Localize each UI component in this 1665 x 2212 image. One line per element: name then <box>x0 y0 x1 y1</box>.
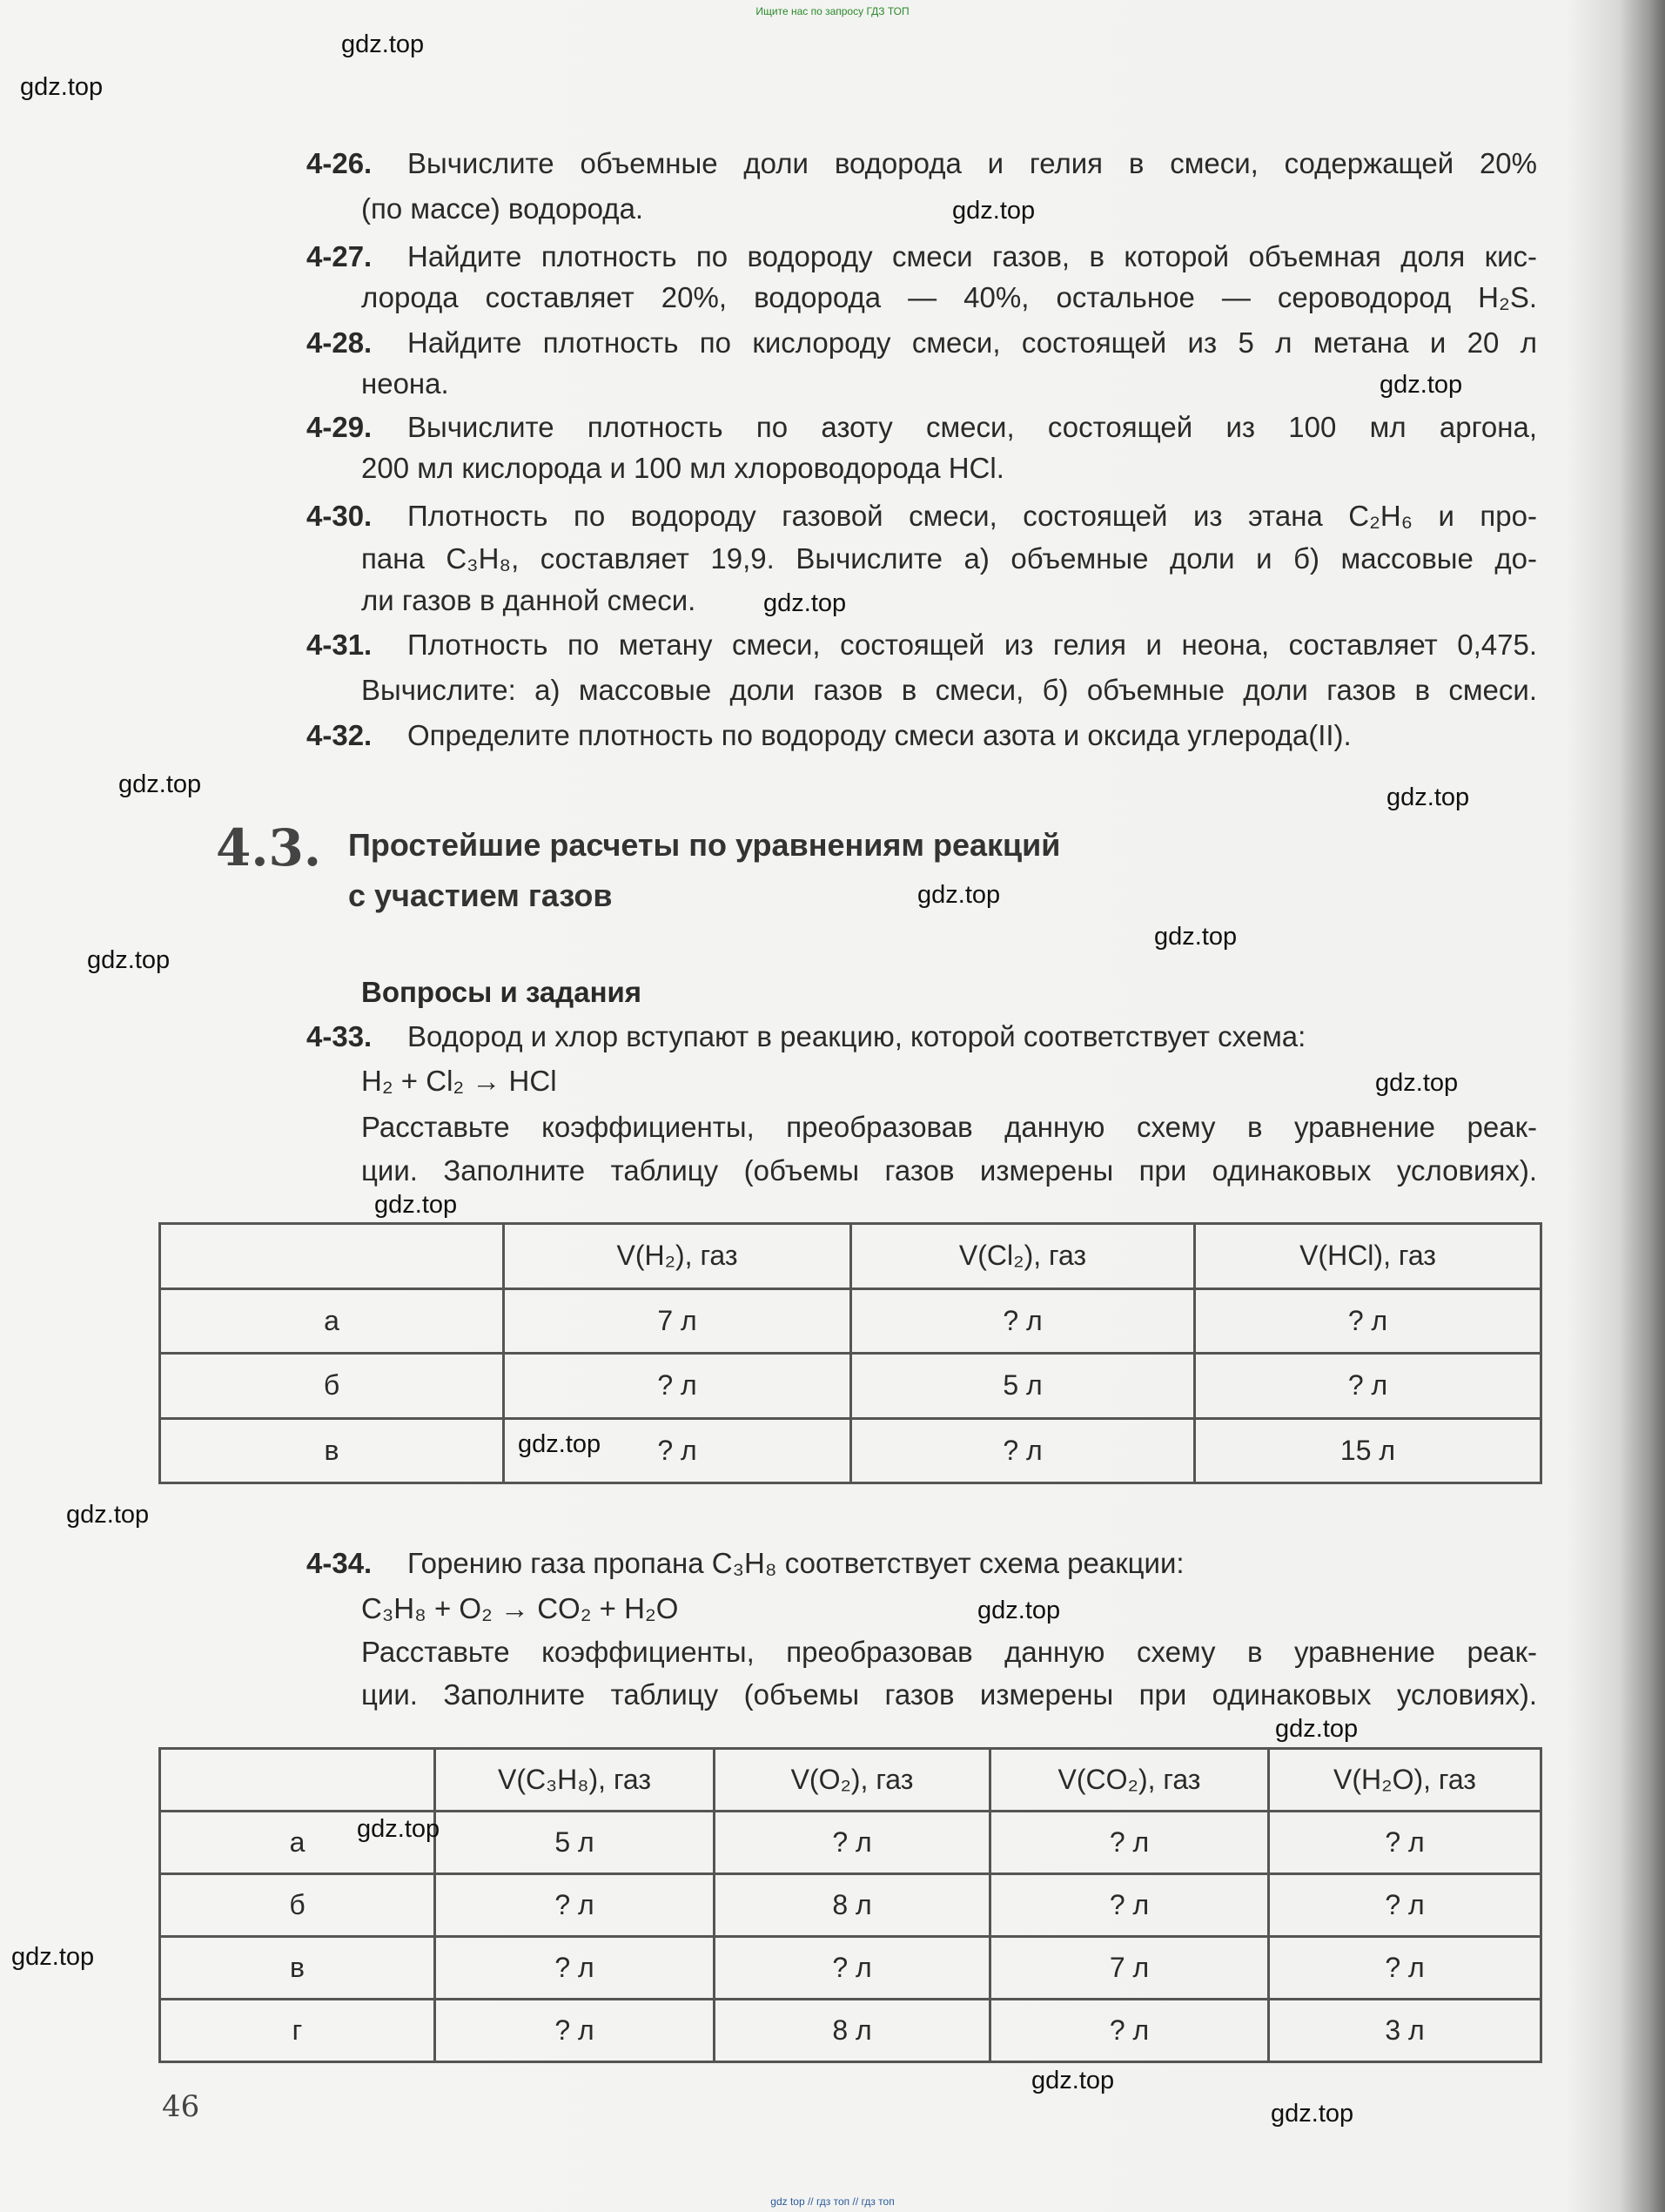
row-label: б <box>160 1354 504 1419</box>
table-cell: 7 л <box>990 1937 1269 2000</box>
watermark: gdz.top <box>1380 371 1463 399</box>
table-row <box>160 1418 1541 1483</box>
problem-number: 4-32. <box>306 719 373 751</box>
watermark: gdz.top <box>1386 783 1470 811</box>
watermark: gdz.top <box>20 73 104 101</box>
header-cell: V(HCl), газ <box>1195 1224 1541 1289</box>
problem-text: ции. Заполните таблицу (объемы газов измерены при одинаковых условиях). <box>361 1154 1537 1187</box>
header-cell <box>160 1749 435 1812</box>
section-number: 4.3. <box>216 818 322 877</box>
watermark: gdz.top <box>952 197 1036 225</box>
header-cell: V(C₃H₈), газ <box>435 1749 715 1812</box>
row-label: в <box>160 1418 504 1483</box>
table-cell: ? л <box>990 1874 1269 1937</box>
watermark: gdz.top <box>374 1191 458 1219</box>
problem-text: Вычислите плотность по азоту смеси, состоящей из 100 мл аргона, <box>407 411 1537 443</box>
problem-text: пана C₃H₈, составляет 19,9. Вычислите а) объемные доли и б) массовые до- <box>361 542 1537 575</box>
header-cell: V(H₂O), газ <box>1269 1749 1541 1812</box>
problem-text: Водород и хлор вступают в реакцию, которой соответствует схема: <box>407 1020 1306 1052</box>
row-label: а <box>160 1288 504 1354</box>
problem-text: Плотность по метану смеси, состоящей из гелия и неона, составляет 0,475. <box>407 629 1537 661</box>
problem-number: 4-31. <box>306 629 373 661</box>
table-cell: ? л <box>504 1418 851 1483</box>
table-cell: ? л <box>990 1812 1269 1874</box>
table-row <box>160 1288 1541 1354</box>
problem-text: лорода составляет 20%, водорода — 40%, остальное — сероводород H₂S. <box>361 281 1537 313</box>
watermark: gdz.top <box>1275 1715 1359 1743</box>
problem-text: неона. <box>361 367 449 400</box>
watermark: gdz.top <box>87 946 171 974</box>
page-number: 46 <box>162 2089 200 2124</box>
reaction-scheme: H₂ + Cl₂ → HCl <box>361 1065 557 1097</box>
table-cell: ? л <box>435 1937 715 2000</box>
problem-number: 4-28. <box>306 326 373 359</box>
header-cell <box>160 1224 504 1289</box>
table-cell: 3 л <box>1269 2000 1541 2062</box>
watermark: gdz.top <box>341 30 425 58</box>
table-cell: ? л <box>851 1288 1195 1354</box>
header-cell: V(CO₂), газ <box>990 1749 1269 1812</box>
problem-text: (по массе) водорода. <box>361 192 644 225</box>
table-cell: 7 л <box>504 1288 851 1354</box>
problem-text: Определите плотность по водороду смеси азота и оксида углерода(II). <box>407 719 1352 751</box>
problem-text: Найдите плотность по водороду смеси газов, в которой объемная доля кис- <box>407 240 1537 272</box>
section-title: Простейшие расчеты по уравнениям реакций <box>348 827 1061 863</box>
table-cell: 15 л <box>1195 1418 1541 1483</box>
row-label: а <box>160 1812 435 1874</box>
table-cell: 5 л <box>851 1354 1195 1419</box>
subheading: Вопросы и задания <box>361 976 642 1008</box>
watermark: gdz.top <box>66 1501 150 1529</box>
table-cell: ? л <box>715 1812 990 1874</box>
problem-number: 4-33. <box>306 1020 373 1052</box>
problem-text: Вычислите: а) массовые доли газов в смеси, б) объемные доли газов в смеси. <box>361 674 1537 706</box>
bottom-banner[interactable]: gdz top // гдз топ // гдз топ <box>770 2195 895 2208</box>
table-cell: ? л <box>1195 1288 1541 1354</box>
table-row <box>160 1354 1541 1419</box>
table-4-33 <box>158 1222 1542 1484</box>
problem-text: Плотность по водороду газовой смеси, состоящей из этана C₂H₆ и про- <box>407 500 1537 532</box>
table-cell: 8 л <box>715 2000 990 2062</box>
table-cell: ? л <box>435 2000 715 2062</box>
problem-text: Найдите плотность по кислороду смеси, состоящей из 5 л метана и 20 л <box>407 326 1537 359</box>
watermark: gdz.top <box>917 881 1001 909</box>
table-header-row <box>160 1224 1541 1289</box>
header-cell: V(H₂), газ <box>504 1224 851 1289</box>
watermark: gdz.top <box>763 589 847 617</box>
problem-text: 200 мл кислорода и 100 мл хлороводорода HCl. <box>361 452 1004 484</box>
problem-text: Расставьте коэффициенты, преобразовав данную схему в уравнение реак- <box>361 1111 1537 1143</box>
table-cell: 5 л <box>435 1812 715 1874</box>
watermark: gdz.top <box>357 1815 440 1843</box>
problem-number: 4-34. <box>306 1547 373 1579</box>
table-cell: ? л <box>1269 1812 1541 1874</box>
watermark: gdz.top <box>1271 2100 1354 2128</box>
table-cell: ? л <box>715 1937 990 2000</box>
watermark: gdz.top <box>1154 923 1238 951</box>
problem-text: Вычислите объемные доли водорода и гелия в смеси, содержащей 20% <box>407 147 1537 179</box>
table-cell: ? л <box>1269 1874 1541 1937</box>
table-cell: ? л <box>1269 1937 1541 2000</box>
watermark: gdz.top <box>11 1943 95 1971</box>
row-label: в <box>160 1937 435 2000</box>
table-row <box>160 2000 1541 2062</box>
watermark: gdz.top <box>1031 2067 1115 2094</box>
watermark: gdz.top <box>118 770 202 798</box>
watermark: gdz.top <box>977 1597 1061 1624</box>
table-row <box>160 1937 1541 2000</box>
table-header-row <box>160 1749 1541 1812</box>
watermark: gdz.top <box>1375 1069 1459 1097</box>
problem-number: 4-29. <box>306 411 373 443</box>
watermark: gdz.top <box>518 1430 601 1458</box>
table-cell: ? л <box>1195 1354 1541 1419</box>
table-cell: 8 л <box>715 1874 990 1937</box>
problem-text: Горению газа пропана C₃H₈ соответствует схема реакции: <box>407 1547 1185 1579</box>
problem-text: ли газов в данной смеси. <box>361 584 696 616</box>
table-row <box>160 1874 1541 1937</box>
reaction-scheme: C₃H₈ + O₂ → CO₂ + H₂O <box>361 1592 679 1624</box>
top-banner[interactable]: Ищите нас по запросу ГДЗ ТОП <box>755 5 910 17</box>
problem-number: 4-30. <box>306 500 373 532</box>
table-cell: ? л <box>504 1354 851 1419</box>
section-title-line2: с участием газов <box>348 877 613 913</box>
row-label: б <box>160 1874 435 1937</box>
header-cell: V(Cl₂), газ <box>851 1224 1195 1289</box>
table-cell: ? л <box>851 1418 1195 1483</box>
problem-number: 4-27. <box>306 240 373 272</box>
row-label: г <box>160 2000 435 2062</box>
problem-text: ции. Заполните таблицу (объемы газов измерены при одинаковых условиях). <box>361 1678 1537 1711</box>
table-4-34 <box>158 1747 1542 2063</box>
header-cell: V(O₂), газ <box>715 1749 990 1812</box>
table-cell: ? л <box>990 2000 1269 2062</box>
table-cell: ? л <box>435 1874 715 1937</box>
problem-number: 4-26. <box>306 147 373 179</box>
problem-text: Расставьте коэффициенты, преобразовав данную схему в уравнение реак- <box>361 1636 1537 1668</box>
